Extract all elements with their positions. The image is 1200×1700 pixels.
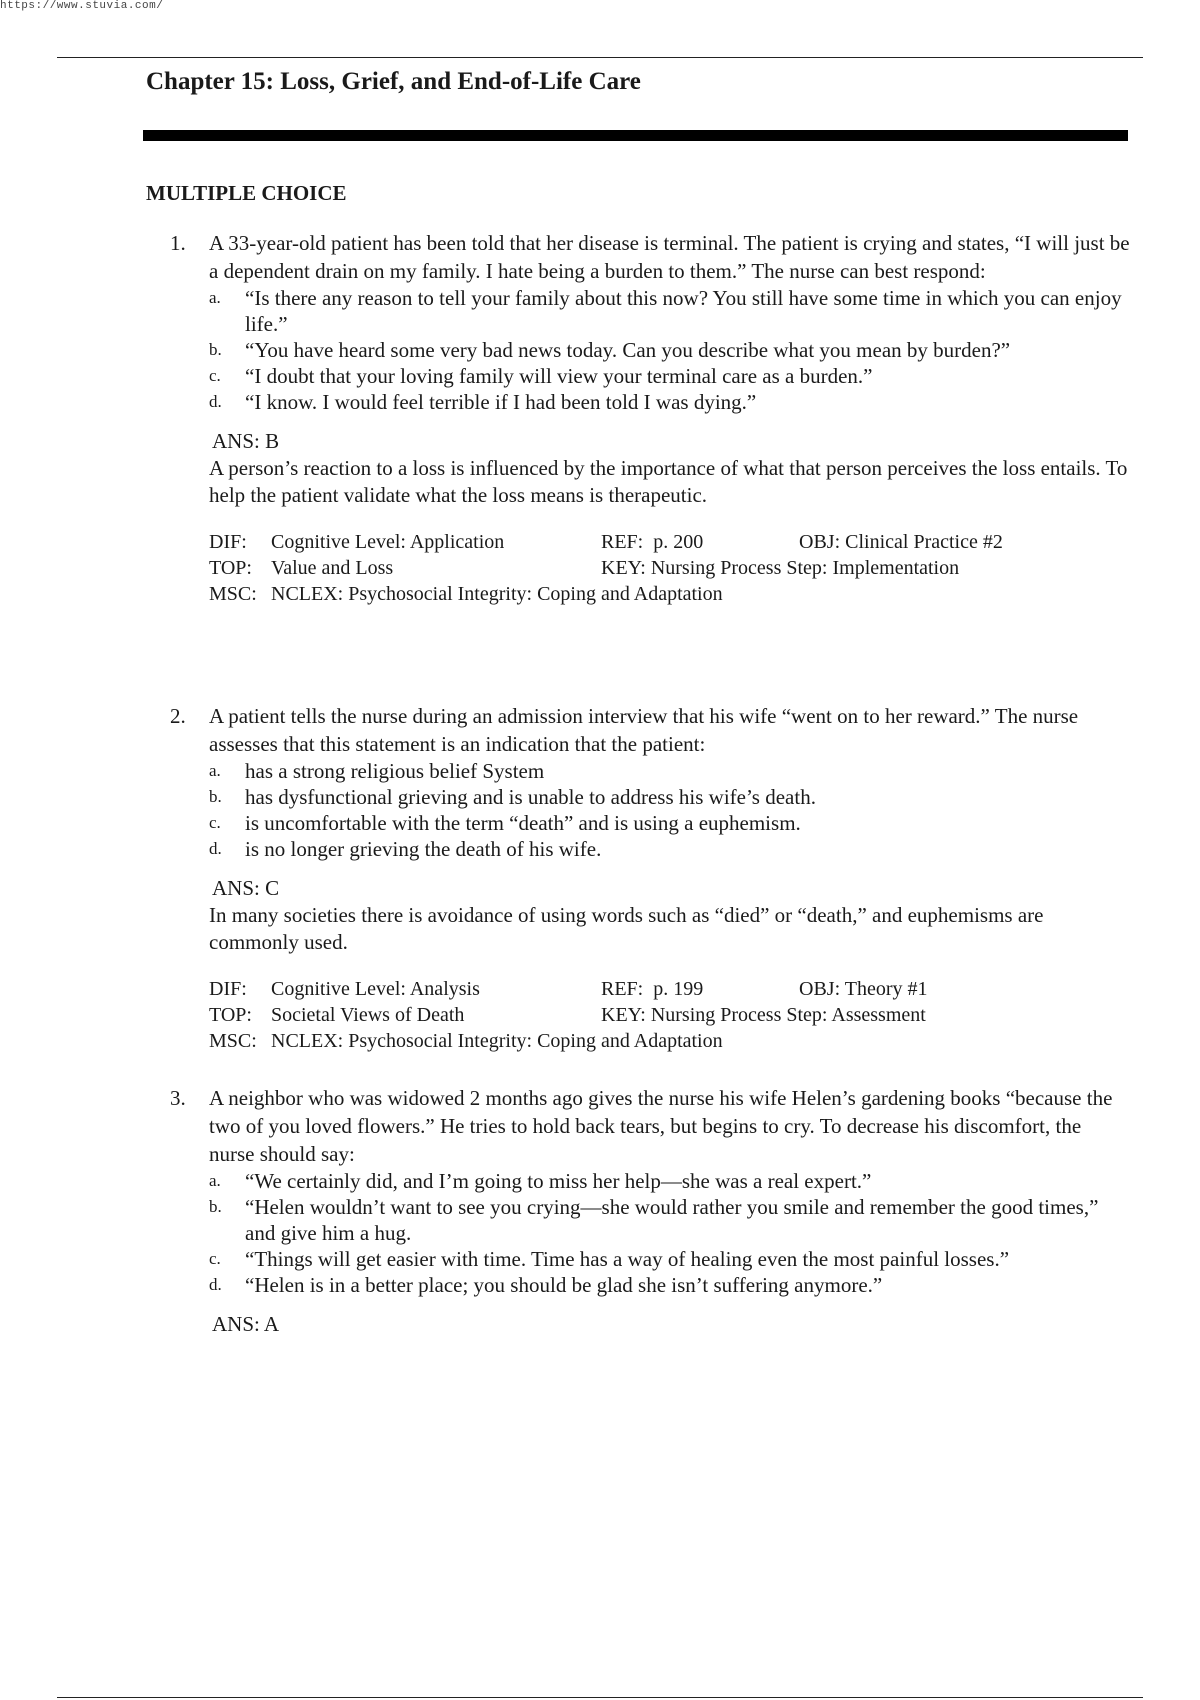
option-letter: a. [209, 288, 221, 307]
question-stem: A patient tells the nurse during an admission interview that his wife “went on to her reward.” The nurse assesses that this statement is an indication that the patient: [209, 704, 1079, 756]
option-text: “Helen wouldn’t want to see you crying—she would rather you smile and remember the good times,” and give him a hug. [245, 1195, 1099, 1245]
option-b [170, 337, 1130, 363]
answer-options [170, 758, 1130, 862]
option-text: “Is there any reason to tell your family about this now? You still have some time in which you can enjoy life.” [245, 286, 1122, 336]
option-c [170, 810, 1130, 836]
meta-ref-value: p. 200 [653, 531, 704, 553]
source-url: https://www.stuvia.com/ [0, 0, 164, 12]
meta-row [209, 581, 1130, 607]
question-number: 1. [170, 231, 186, 255]
option-text: is uncomfortable with the term “death” and is using a euphemism. [245, 811, 801, 835]
option-text: is no longer grieving the death of his wife. [245, 837, 602, 861]
meta-topic: Societal Views of Death [271, 1004, 465, 1026]
header-rule [57, 57, 1143, 58]
option-text: “Things will get easier with time. Time has a way of healing even the most painful losses.” [245, 1247, 1010, 1271]
meta-label: MSC: [209, 1030, 257, 1052]
option-a [170, 758, 1130, 784]
meta-ref-value: p. 199 [653, 978, 704, 1000]
question-stem: A neighbor who was widowed 2 months ago gives the nurse his wife Helen’s gardening books “because the two of you loved flowers.” He tries to hold back tears, but begins to cry. To decrease his discomfort, the nurse should say: [209, 1086, 1113, 1166]
meta-key: KEY: Nursing Process Step: Implementation [601, 557, 960, 579]
option-letter: a. [209, 761, 221, 780]
answer-options [170, 1168, 1130, 1298]
question-number: 2. [170, 704, 186, 728]
answer-key: ANS: B [212, 429, 280, 453]
meta-label: REF: [601, 531, 644, 553]
option-d [170, 836, 1130, 862]
option-letter: d. [209, 1275, 222, 1294]
option-b [170, 784, 1130, 810]
option-d [170, 1272, 1130, 1298]
question-1 [170, 229, 1130, 607]
option-letter: c. [209, 366, 221, 385]
option-a [170, 1168, 1130, 1194]
question-metadata [209, 976, 1130, 1054]
rationale: A person’s reaction to a loss is influenced by the importance of what that person perceives the loss entails. To help the patient validate what the loss means is therapeutic. [209, 456, 1128, 507]
meta-difficulty: Cognitive Level: Application [271, 531, 505, 553]
option-text: “We certainly did, and I’m going to miss her help—she was a real expert.” [245, 1169, 872, 1193]
question-number: 3. [170, 1086, 186, 1110]
option-letter: b. [209, 340, 222, 359]
option-c [170, 1246, 1130, 1272]
option-letter: b. [209, 787, 222, 806]
option-text: “I doubt that your loving family will view your terminal care as a burden.” [245, 364, 873, 388]
meta-label: DIF: [209, 978, 247, 1000]
option-letter: d. [209, 392, 222, 411]
title-bar [143, 130, 1128, 141]
meta-label: REF: [601, 978, 644, 1000]
rationale: In many societies there is avoidance of using words such as “died” or “death,” and euphemisms are commonly used. [209, 903, 1044, 954]
meta-label: TOP: [209, 557, 252, 579]
option-text: “Helen is in a better place; you should be glad she isn’t suffering anymore.” [245, 1273, 883, 1297]
meta-row [209, 529, 1130, 555]
meta-label: DIF: [209, 531, 247, 553]
option-c [170, 363, 1130, 389]
meta-msc: NCLEX: Psychosocial Integrity: Coping and Adaptation [271, 583, 723, 605]
meta-row [209, 555, 1130, 581]
meta-label: TOP: [209, 1004, 252, 1026]
answer-key: ANS: C [212, 876, 280, 900]
meta-topic: Value and Loss [271, 557, 394, 579]
chapter-title: Chapter 15: Loss, Grief, and End-of-Life Care [146, 68, 641, 95]
option-letter: d. [209, 839, 222, 858]
option-d [170, 389, 1130, 415]
option-letter: a. [209, 1171, 221, 1190]
meta-reference [601, 529, 703, 555]
option-a [170, 285, 1130, 337]
meta-difficulty: Cognitive Level: Analysis [271, 978, 480, 1000]
meta-row [209, 976, 1130, 1002]
meta-objective: OBJ: Theory #1 [799, 978, 928, 1000]
option-letter: b. [209, 1197, 222, 1216]
meta-objective: OBJ: Clinical Practice #2 [799, 531, 1003, 553]
option-text: “I know. I would feel terrible if I had been told I was dying.” [245, 390, 757, 414]
meta-key: KEY: Nursing Process Step: Assessment [601, 1004, 926, 1026]
option-letter: c. [209, 813, 221, 832]
option-text: has a strong religious belief System [245, 759, 545, 783]
meta-reference [601, 976, 703, 1002]
question-2 [170, 702, 1130, 1054]
option-letter: c. [209, 1249, 221, 1268]
question-3 [170, 1084, 1130, 1338]
answer-key: ANS: A [212, 1312, 280, 1336]
meta-row [209, 1028, 1130, 1054]
meta-msc: NCLEX: Psychosocial Integrity: Coping and Adaptation [271, 1030, 723, 1052]
footer-rule [57, 1697, 1143, 1698]
answer-options [170, 285, 1130, 415]
meta-label: MSC: [209, 583, 257, 605]
section-heading: MULTIPLE CHOICE [146, 181, 347, 205]
option-text: has dysfunctional grieving and is unable to address his wife’s death. [245, 785, 816, 809]
option-b [170, 1194, 1130, 1246]
question-metadata [209, 529, 1130, 607]
question-stem: A 33-year-old patient has been told that her disease is terminal. The patient is crying and states, “I will just be a dependent drain on my family. I hate being a burden to them.” The nurse can best respond: [209, 231, 1130, 283]
option-text: “You have heard some very bad news today. Can you describe what you mean by burden?” [245, 338, 1011, 362]
meta-row [209, 1002, 1130, 1028]
